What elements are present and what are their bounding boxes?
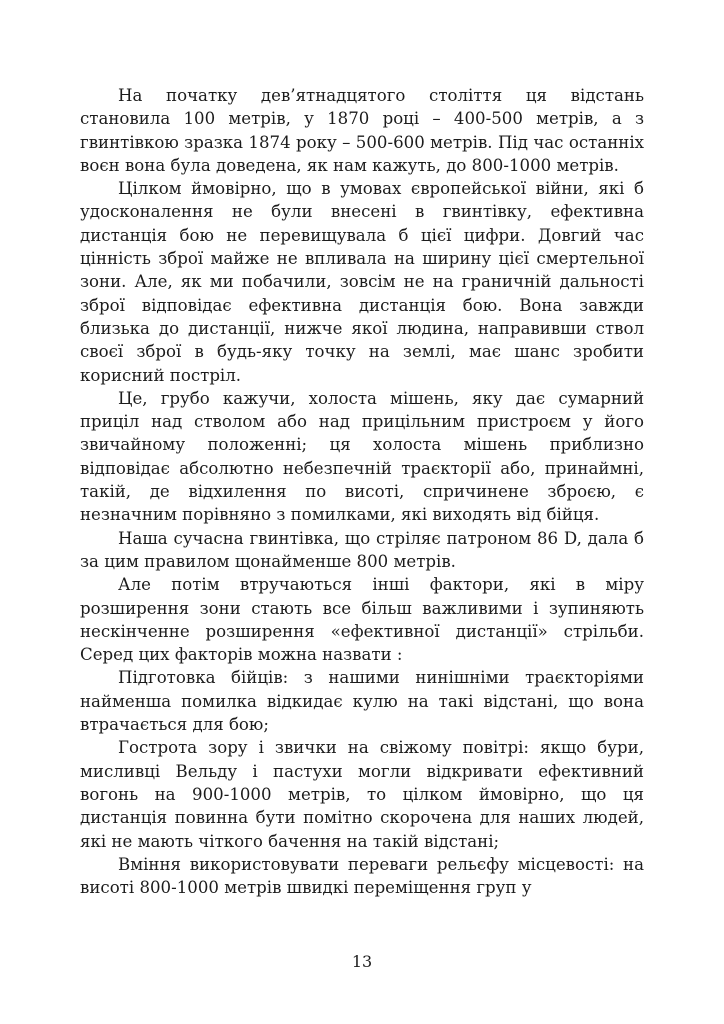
paragraph-2: Цілком ймовірно, що в умовах європейської війни, які б удосконалення не були внесені в гвинтівку, ефективна дистанція бою не перевищувала б цієї цифри. Довгий час цінність зброї майже не впливала на ширину цієї смертельної зони. Але, як ми побачили, зовсім не на граничній дальності зброї відповідає ефективна дистанція бою. Вона завжди близька до дистанції, нижче якої людина, направивши ствол своєї зброї в будь-яку точку на землі, має шанс зробити корисний постріл. — [80, 179, 644, 385]
paragraph-8: Вміння використовувати переваги рельєфу місцевості: на висоті 800-1000 метрів швидкі переміщення груп у — [80, 854, 644, 898]
paragraph-3: Це, грубо кажучи, холоста мішень, яку дає сумарний приціл над стволом або над прицільним пристроєм у його звичайному положенні; ця холоста мішень приблизно відповідає абсолютно небезпечній траєкторії або, принаймні, такій, де відхилення по висоті, спричинене зброєю, є незначним порівняно з помилками, які виходять від бійця. — [80, 388, 644, 525]
paragraph-1: На початку дев’ятнадцятого століття ця відстань становила 100 метрів, у 1870 році – 400-500 метрів, а з гвинтівкою зразка 1874 року – 500-600 метрів. Під час останніх воєн вона була доведена, як нам кажуть, до 800-1000 метрів. — [80, 86, 644, 175]
body-text — [80, 84, 644, 899]
paragraph-5: Але потім втручаються інші фактори, які в міру розширення зони стають все більш важливими і зупиняють нескінченне розширення «ефективної дистанції» стрільби. Серед цих факторів можна назвати : — [80, 575, 644, 665]
paragraph-7: Гострота зору і звички на свіжому повітрі: якщо бури, мисливці Вельду і пастухи могли відкривати ефективний вогонь на 900-1000 метрів, то цілком ймовірно, що ця дистанція повинна бути помітно скорочена для наших людей, які не мають чіткого бачення на такій відстані; — [80, 738, 644, 851]
paragraph-4: Наша сучасна гвинтівка, що стріляє патроном 86 D, дала б за цим правилом щонайменше 800 метрів. — [80, 528, 644, 571]
page-number: 13 — [351, 952, 373, 971]
paragraph-6: Підготовка бійців: з нашими нинішніми траєкторіями найменша помилка відкидає кулю на такі відстані, що вона втрачається для бою; — [80, 668, 644, 735]
